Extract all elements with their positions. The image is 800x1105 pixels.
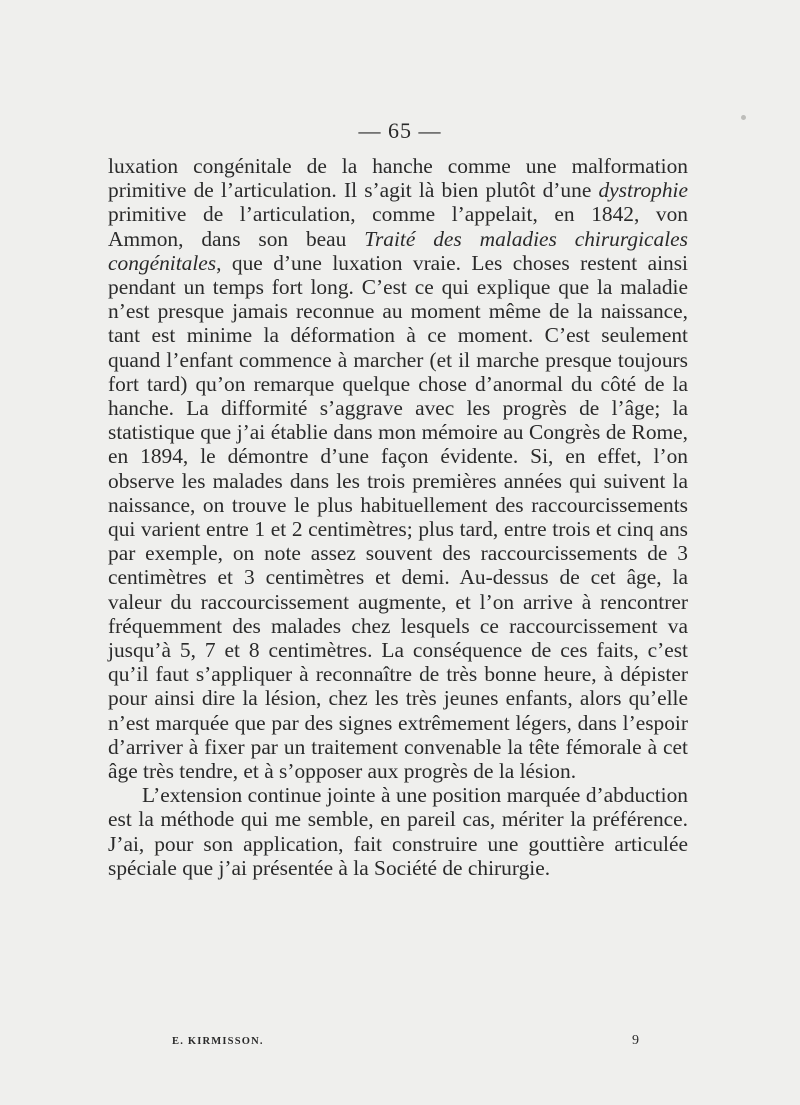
italic-book-title: Traité des maladies chirurgicales congénitales [108, 226, 688, 275]
body-text [108, 154, 688, 880]
paragraph-1-text-1: luxation congénitale de la hanche comme une malformation primitive de l’articulation. Il s’agit là bien plutôt d’une [108, 154, 688, 203]
paragraph-2: L’extension continue jointe à une position marquée d’abduction est la méthode qui me semble, en pareil cas, mériter la préférence. J’ai, pour son application, fait construire une gouttière articulée spéciale que j’ai présentée à la Société de chirurgie. [108, 783, 688, 880]
footer-signature-mark: 9 [632, 1033, 639, 1048]
footer-author: E. KIRMISSON. [172, 1036, 264, 1047]
italic-term-dystrophie: dystrophie [598, 178, 688, 203]
page-number: — 65 — [358, 118, 442, 143]
paragraph-1 [108, 154, 688, 783]
paragraph-1-text-3: , que d’une luxation vraie. Les choses restent ainsi pendant un temps fort long. C’est ce qui explique que la maladie n’est presque jamais reconnue au moment même de la naissance, tant est minime la déformation à ce moment. C’est seulement quand l’enfant commence à marcher (et il marche presque toujours fort tard) qu’on remarque quelque chose d’anormal du côté de la hanche. La difformité s’aggrave avec les progrès de l’âge; la statistique que j’ai établie dans mon mémoire au Congrès de Rome, en 1894, le démontre d’une façon évidente. Si, en effet, l’on observe les malades dans les trois premières années qui suivent la naissance, on trouve le plus habituellement des raccourcissements qui varient entre 1 et 2 centimètres; plus tard, entre trois et cinq ans par exemple, on note assez souvent des raccourcissements de 3 centimètres et 3 centimètres et demi. Au-dessus de cet âge, la valeur du raccourcissement augmente, et l’on arrive à rencontrer fréquemment des malades chez lesquels ce raccourcissement va jusqu’à 5, 7 et 8 centimètres. La conséquence de ces faits, c’est qu’il faut s’appliquer à reconnaître de très bonne heure, à dépister pour ainsi dire la lésion, chez les très jeunes enfants, alors qu’elle n’est marquée que par des signes extrêmement légers, dans l’espoir d’arriver à fixer par un traitement convenable la tête fémorale à cet âge très tendre, et à s’opposer aux progrès de la lésion. [108, 250, 688, 784]
paragraph-1-text-2: primitive de l’articulation, comme l’appelait, en 1842, von Ammon, dans son beau [108, 202, 688, 251]
